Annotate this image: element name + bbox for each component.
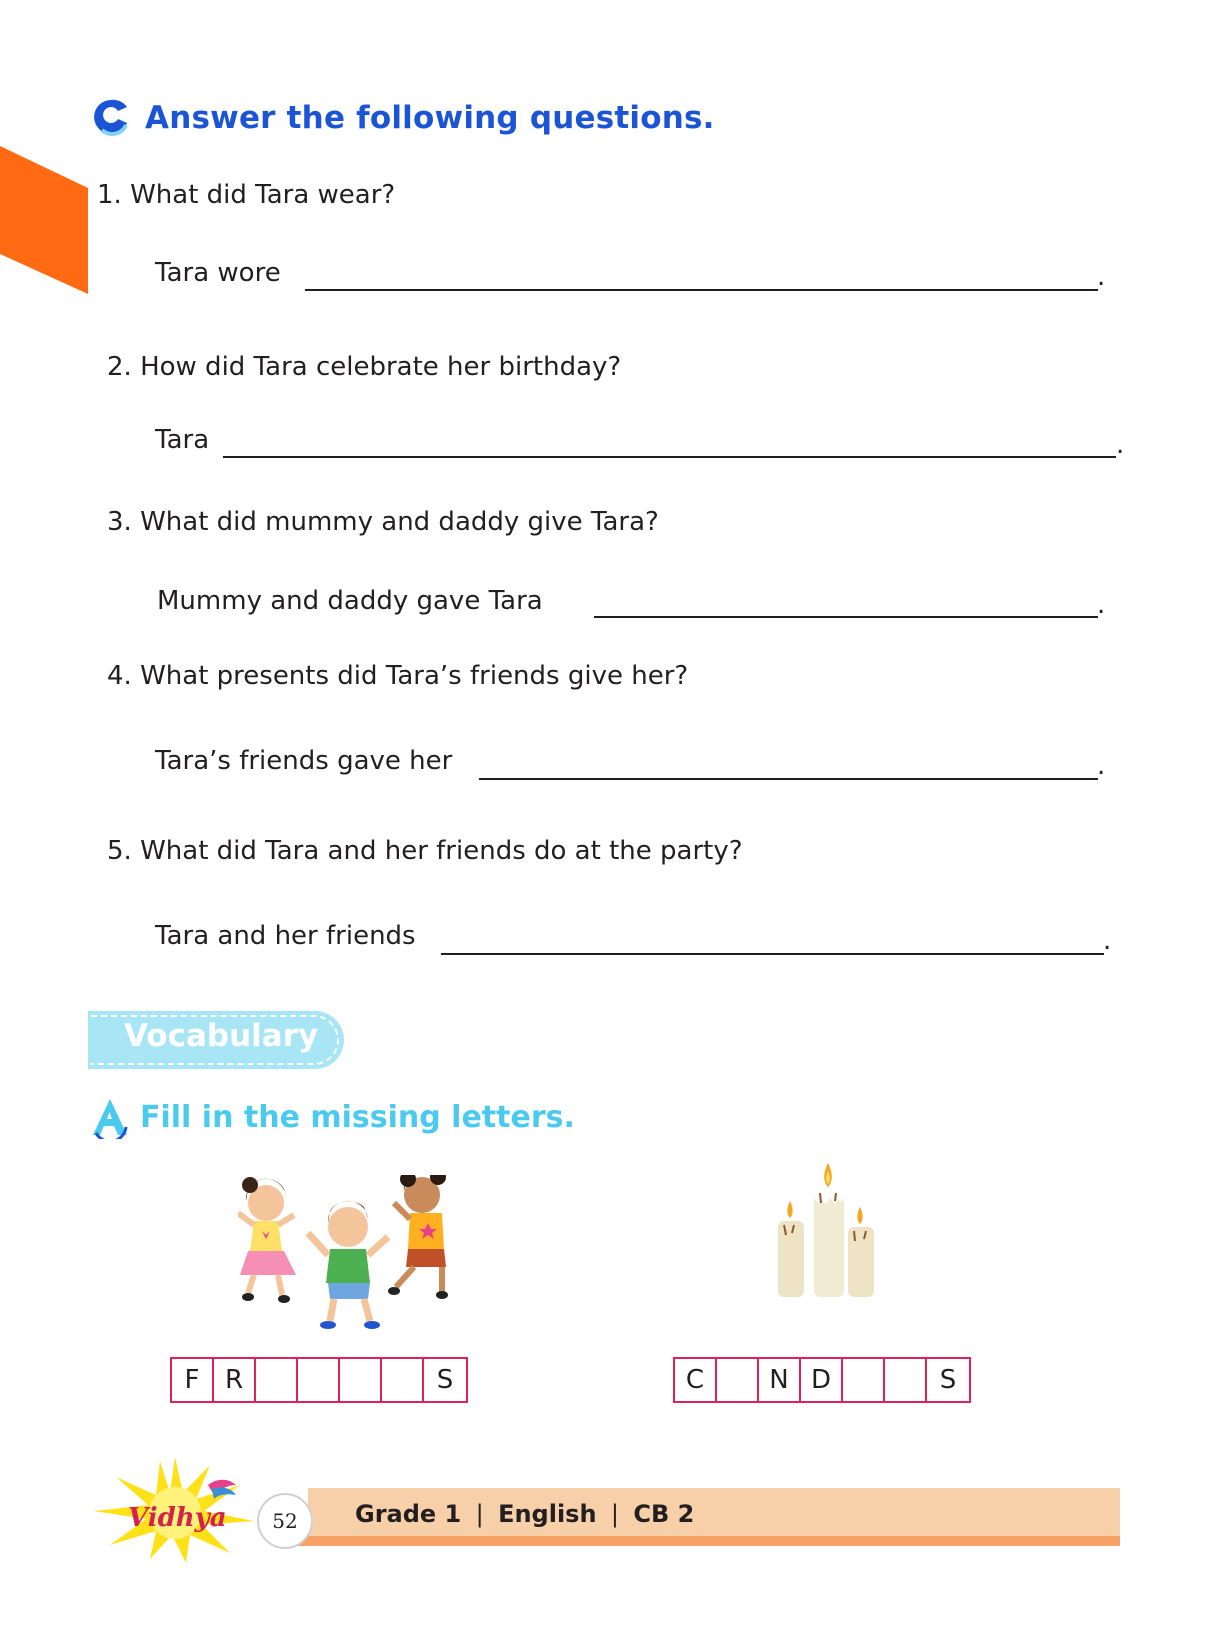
answer-5-line[interactable] xyxy=(441,953,1104,955)
footer-book: CB 2 xyxy=(633,1500,695,1528)
letter-box: C xyxy=(675,1359,717,1401)
question-3: 3. What did mummy and daddy give Tara? xyxy=(107,507,659,537)
answer-2-period: . xyxy=(1116,430,1125,460)
letter-box-blank[interactable] xyxy=(382,1359,424,1401)
footer-subject: English xyxy=(498,1500,597,1528)
section-c-badge-icon xyxy=(90,97,130,137)
vocabulary-banner xyxy=(88,1011,344,1069)
word-boxes-candles xyxy=(673,1357,971,1403)
answer-4-prompt: Tara’s friends gave her xyxy=(155,746,453,776)
answer-3-line[interactable] xyxy=(594,616,1098,618)
letter-box: D xyxy=(801,1359,843,1401)
answer-2-line[interactable] xyxy=(223,456,1116,458)
answer-1-line[interactable] xyxy=(305,289,1098,291)
question-2: 2. How did Tara celebrate her birthday? xyxy=(107,352,622,382)
vidhya-logo-text: Vidhya xyxy=(128,1503,227,1533)
section-a-heading: Fill in the missing letters. xyxy=(140,1100,575,1135)
question-5: 5. What did Tara and her friends do at the party? xyxy=(107,836,743,866)
answer-4-period: . xyxy=(1097,751,1106,781)
footer-book-info xyxy=(355,1500,694,1528)
footer-separator: | xyxy=(610,1500,619,1528)
vocabulary-label: Vocabulary xyxy=(124,1018,319,1054)
letter-box: S xyxy=(436,1365,454,1395)
answer-1-period: . xyxy=(1097,262,1106,292)
letter-box: N xyxy=(759,1359,801,1401)
letter-box-blank[interactable] xyxy=(340,1359,382,1401)
letter-box-blank[interactable] xyxy=(298,1359,340,1401)
footer-accent-stripe xyxy=(282,1536,1120,1546)
answer-5-prompt: Tara and her friends xyxy=(155,921,416,951)
letter-box-blank[interactable] xyxy=(256,1359,298,1401)
question-1: 1. What did Tara wear? xyxy=(97,180,396,210)
answer-3-period: . xyxy=(1097,590,1106,620)
letter-box-blank[interactable] xyxy=(843,1359,885,1401)
word-boxes-friends xyxy=(170,1357,468,1403)
letter-box-blank[interactable] xyxy=(717,1359,759,1401)
section-c-heading: Answer the following questions. xyxy=(145,100,715,136)
page-number: 52 xyxy=(257,1493,313,1549)
orange-side-tab xyxy=(0,146,88,294)
answer-3-prompt: Mummy and daddy gave Tara xyxy=(157,586,543,616)
letter-box-blank[interactable] xyxy=(885,1359,927,1401)
friends-illustration-icon xyxy=(238,1175,452,1335)
letter-box: S xyxy=(939,1365,957,1395)
section-a-badge-icon xyxy=(90,1097,130,1139)
letter-box: F xyxy=(172,1359,214,1401)
footer-grade: Grade 1 xyxy=(355,1500,462,1528)
answer-1-prompt: Tara wore xyxy=(155,258,281,288)
candles-illustration-icon xyxy=(778,1163,884,1303)
letter-box: R xyxy=(214,1359,256,1401)
answer-2-prompt: Tara xyxy=(155,425,210,455)
answer-5-period: . xyxy=(1103,926,1112,956)
answer-4-line[interactable] xyxy=(479,778,1098,780)
question-4: 4. What presents did Tara’s friends give her? xyxy=(107,661,689,691)
footer-separator: | xyxy=(475,1500,484,1528)
